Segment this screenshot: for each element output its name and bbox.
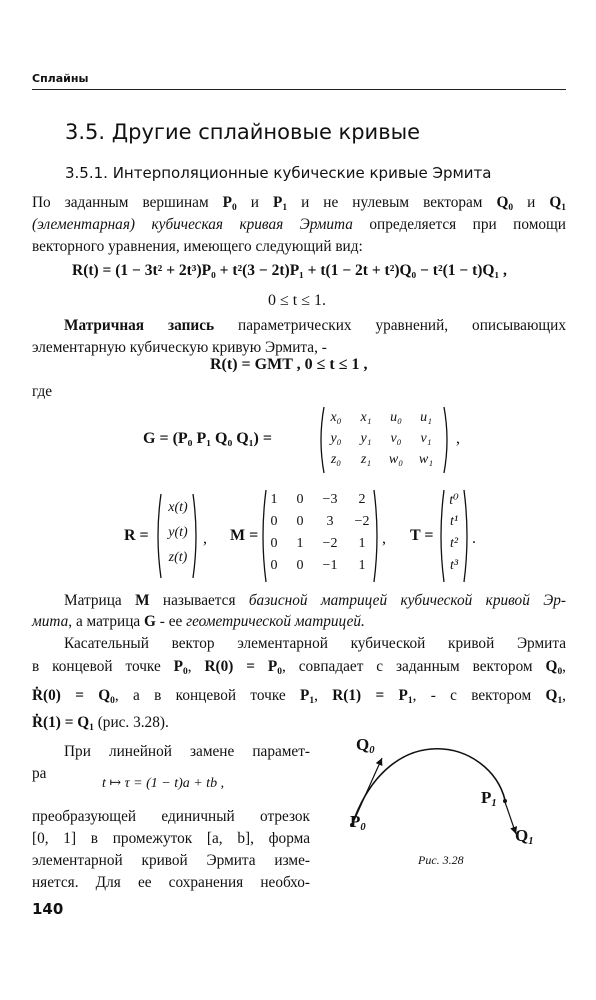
page-number: 140: [32, 900, 64, 918]
equation-matrix-form: R(t) = GMT , 0 ≤ t ≤ 1 ,: [210, 356, 368, 373]
hermite-curve: [352, 749, 505, 825]
matrix-T: [440, 492, 468, 582]
matrix-T-cell: t²: [449, 536, 459, 551]
para5-line6: няется. Для ее сохранения необхо-: [32, 874, 310, 891]
para2-line1: Матричная запись параметрических уравнений, описывающих: [64, 317, 566, 334]
matrix-G: [322, 410, 442, 470]
matrix-G-cell: v₁: [420, 431, 432, 446]
matrix-M-cell: 1: [358, 558, 366, 573]
para5-line3: преобразующей единичный отрезок: [32, 808, 310, 825]
matrix-M-cell: 0: [296, 558, 304, 573]
equation-range: 0 ≤ t ≤ 1.: [268, 292, 327, 309]
matrix-R-cell: y(t): [168, 525, 188, 540]
matrix-T-cell: t⁰: [449, 493, 459, 508]
matrix-M-cell: 0: [270, 514, 278, 529]
matrix-G-cell: z₀: [330, 452, 342, 467]
matrix-M-cell: 0: [270, 558, 278, 573]
matrix-M-cell: 1: [296, 536, 304, 551]
matrix-M-lhs: M =: [230, 527, 259, 544]
para2-line2: элементарную кубическую кривую Эрмита, -: [32, 339, 327, 356]
running-head: Сплайны: [32, 72, 89, 85]
para5-line2: ра: [32, 765, 47, 782]
para5-line4: [0, 1] в промежуток [a, b], форма: [32, 830, 310, 847]
matrix-R-lhs: R =: [124, 527, 149, 544]
para4-line2: в концевой точке $P_0$, $R(0) = P_0$, совпадает с заданным вектором $Q_0$,: [32, 658, 566, 677]
point-P1: [503, 799, 507, 803]
subsection-title: 3.5.1. Интерполяционные кубические кривые Эрмита: [65, 164, 492, 182]
matrix-G-cell: x₀: [330, 410, 342, 425]
matrix-R-cell: x(t): [168, 500, 188, 515]
matrix-T-cell: t³: [449, 558, 459, 573]
para1-line2: (элементарная) кубическая кривая Эрмита определяется при помощи: [32, 216, 566, 233]
matrix-M-cell: −1: [322, 558, 338, 573]
matrix-G-cell: z₁: [360, 452, 372, 467]
para4-line4: Ṙ(1) = $Q_1$ (рис. 3.28).: [32, 714, 169, 733]
matrix-M-cell: 0: [270, 536, 278, 551]
matrix-M-cell: 0: [296, 492, 304, 507]
matrix-G-cell: y₀: [330, 431, 342, 446]
matrix-M-cell: −2: [322, 536, 338, 551]
matrix-G-cell: v₀: [390, 431, 402, 446]
matrix-G-cell: y₁: [360, 431, 372, 446]
matrix-M-cell: 3: [326, 514, 334, 529]
matrix-M: [264, 492, 376, 582]
header-rule: [32, 89, 566, 90]
term-hermite-curve: (элементарная) кубическая кривая Эрмита: [32, 216, 353, 233]
matrix-G-lhs: G = (P₀ P₁ Q₀ Q₁) =: [143, 430, 272, 447]
matrix-M-cell: 2: [358, 492, 366, 507]
matrix-G-cell: x₁: [360, 410, 372, 425]
label-P0: $P_0$: [350, 812, 366, 834]
matrix-M-cell: 0: [296, 514, 304, 529]
para4-line3: Ṙ(0) = $Q_0$, а в концевой точке $P_1$, $R(1) = P_1$, - с вектором $Q_1$,: [32, 687, 566, 706]
para1-line3: векторного уравнения, имеющего следующий вид:: [32, 238, 363, 255]
matrix-T-lhs: T =: [410, 527, 434, 544]
para5-line5: элементарной кривой Эрмита изме-: [32, 852, 310, 869]
equation-hermite: R(t) = (1 − 3t² + 2t³)P₀ + t²(3 − 2t)P₁ + t(1 − 2t + t²)Q₀ − t²(1 − t)Q₁ ,: [72, 262, 507, 279]
matrix-M-cell: −3: [322, 492, 338, 507]
matrix-G-cell: u₀: [390, 410, 402, 425]
para3-line1: Матрица M называется базисной матрицей кубической кривой Эр-: [64, 592, 566, 609]
label-Q0: $Q_0$: [356, 735, 375, 757]
label-Q1: $Q_1$: [515, 826, 534, 848]
figure-caption: Рис. 3.28: [418, 853, 464, 867]
section-title: 3.5. Другие сплайновые кривые: [65, 120, 421, 144]
para4-line1: Касательный вектор элементарной кубической кривой Эрмита: [64, 635, 566, 652]
para5-line1: При линейной замене парамет-: [64, 743, 310, 760]
label-P1: $P_1$: [481, 788, 497, 810]
para1-line1: По заданным вершинам $P_0$ и $P_1$ и не нулевым векторам $Q_0$ и $Q_1$: [32, 194, 566, 213]
matrix-R-cell: z(t): [168, 550, 188, 565]
matrix-M-cell: 1: [270, 492, 278, 507]
matrix-G-cell: u₁: [420, 410, 432, 425]
where-label: где: [32, 383, 53, 400]
para3-line2: мита, а матрица G - ее геометрической матрицей.: [32, 613, 365, 630]
matrix-G-cell: w₁: [418, 452, 434, 467]
matrix-M-cell: −2: [354, 514, 370, 529]
param-change-formula: t ↦ τ = (1 − t)a + tb ,: [102, 776, 225, 791]
matrix-T-cell: t¹: [449, 514, 459, 529]
matrix-G-cell: w₀: [388, 452, 404, 467]
matrix-M-cell: 1: [358, 536, 366, 551]
matrix-R: [158, 500, 198, 580]
